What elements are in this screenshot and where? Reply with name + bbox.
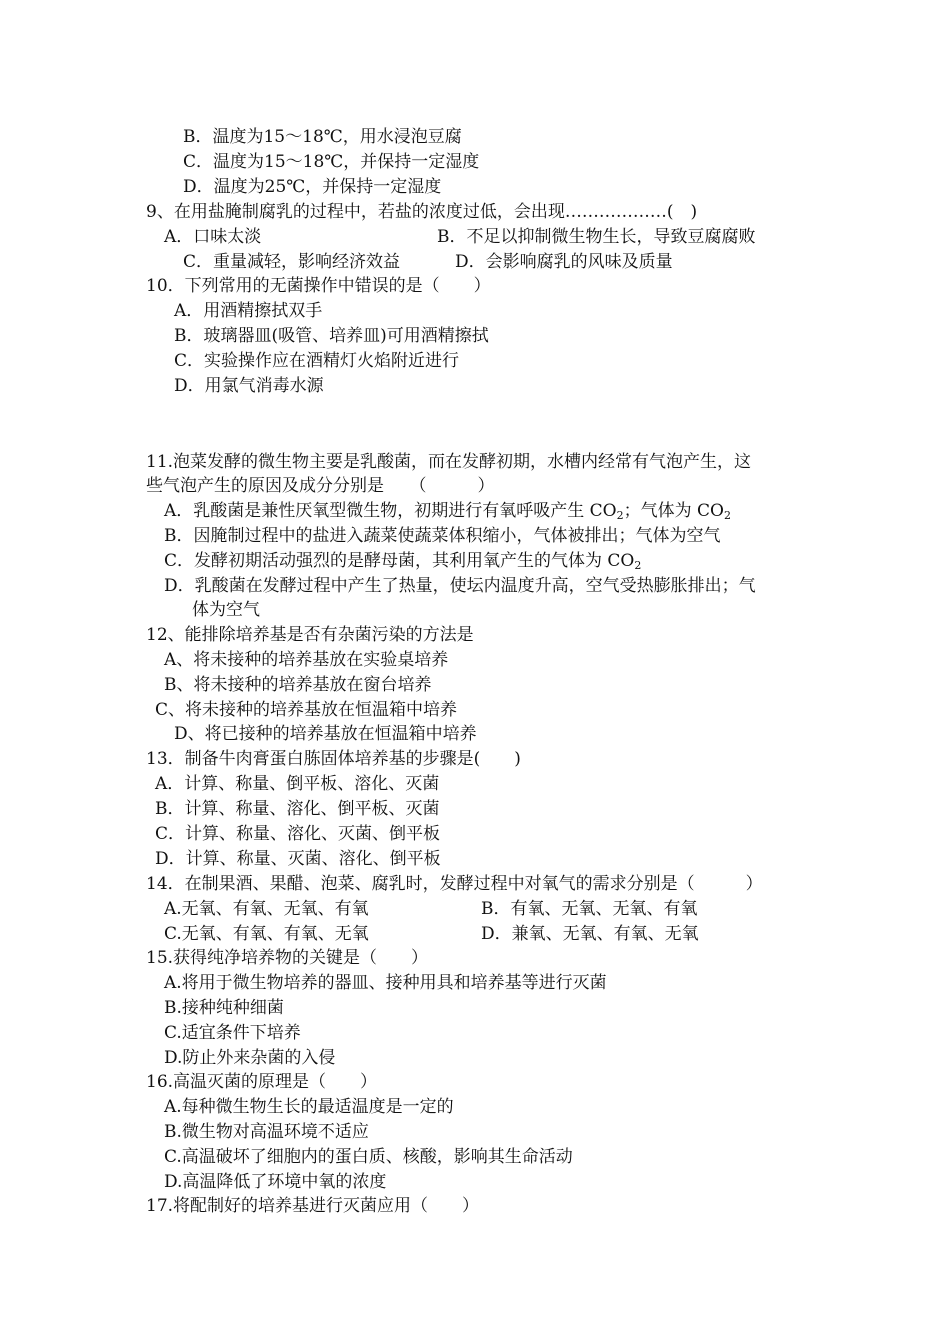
q13-option-d: D．计算、称量、灭菌、溶化、倒平板	[155, 849, 441, 869]
q15-option-d: D.防止外来杂菌的入侵	[164, 1048, 336, 1068]
q15-stem: 15.获得纯净培养物的关键是（ ）	[146, 948, 429, 968]
q11-option-d-line1: D．乳酸菌在发酵过程中产生了热量，使坛内温度升高，空气受热膨胀排出；气	[164, 576, 756, 596]
q11-stem-line2: 些气泡产生的原因及成分分别是 （ ）	[146, 476, 495, 496]
q11-option-b: B．因腌制过程中的盐进入蔬菜使蔬菜体积缩小，气体被排出；气体为空气	[164, 526, 721, 546]
q14-option-a: A.无氧、有氧、无氧、有氧	[164, 899, 369, 919]
q17-stem: 17.将配制好的培养基进行灭菌应用（ ）	[146, 1196, 480, 1216]
q16-option-a: A.每种微生物生长的最适温度是一定的	[164, 1097, 454, 1117]
q14-option-c: C.无氧、有氧、有氧、无氧	[164, 924, 369, 944]
q10-option-a: A．用酒精擦拭双手	[174, 301, 323, 321]
q10-option-d: D．用氯气消毒水源	[174, 376, 324, 396]
q12-option-c: C、将未接种的培养基放在恒温箱中培养	[155, 700, 458, 720]
q12-option-d: D、将已接种的培养基放在恒温箱中培养	[174, 724, 477, 744]
q15-option-b: B.接种纯种细菌	[164, 998, 284, 1018]
q9-stem: 9、在用盐腌制腐乳的过程中，若盐的浓度过低，会出现………………( )	[146, 202, 698, 222]
q16-option-b: B.微生物对高温环境不适应	[164, 1122, 369, 1142]
q15-option-a: A.将用于微生物培养的器皿、接种用具和培养基等进行灭菌	[164, 973, 607, 993]
q12-option-a: A、将未接种的培养基放在实验桌培养	[164, 650, 449, 670]
q11-option-c	[164, 550, 641, 574]
q13-option-c: C．计算、称量、溶化、灭菌、倒平板	[155, 824, 441, 844]
q11-option-a-text: A．乳酸菌是兼性厌氧型微生物，初期进行有氧呼吸产生 CO	[164, 501, 617, 521]
q11-option-a-sub1: 2	[616, 509, 624, 522]
q11-option-a-sub2: 2	[723, 509, 731, 522]
q13-option-b: B．计算、称量、溶化、倒平板、灭菌	[155, 799, 440, 819]
q8-option-b: B．温度为15～18℃，用水浸泡豆腐	[183, 127, 462, 147]
q14-option-d: D．兼氧、无氧、有氧、无氧	[481, 924, 699, 944]
q11-option-c-sub: 2	[634, 559, 642, 572]
q9-option-b: B．不足以抑制微生物生长，导致豆腐腐败	[437, 227, 756, 247]
q11-option-a	[164, 500, 731, 524]
q9-option-a: A．口味太淡	[164, 227, 262, 247]
q10-option-b: B．玻璃器皿(吸管、培养皿)可用酒精擦拭	[174, 326, 489, 346]
q10-option-c: C．实验操作应在酒精灯火焰附近进行	[174, 351, 460, 371]
q15-option-c: C.适宜条件下培养	[164, 1023, 301, 1043]
q13-stem: 13．制备牛肉膏蛋白胨固体培养基的步骤是( )	[146, 749, 521, 769]
q11-stem-line1: 11.泡菜发酵的微生物主要是乳酸菌，而在发酵初期，水槽内经常有气泡产生，这	[146, 452, 752, 472]
q11-option-c-text: C．发酵初期活动强烈的是酵母菌，其利用氧产生的气体为 CO	[164, 551, 635, 571]
q8-option-c: C．温度为15～18℃，并保持一定湿度	[183, 152, 480, 172]
q14-stem: 14．在制果酒、果醋、泡菜、腐乳时，发酵过程中对氧气的需求分别是（ ）	[146, 874, 763, 894]
q8-option-d: D．温度为25℃，并保持一定湿度	[183, 177, 442, 197]
q16-option-c: C.高温破坏了细胞内的蛋白质、核酸，影响其生命活动	[164, 1147, 573, 1167]
q9-option-d: D．会影响腐乳的风味及质量	[455, 252, 673, 272]
q13-option-a: A．计算、称量、倒平板、溶化、灭菌	[155, 774, 440, 794]
q16-option-d: D.高温降低了环境中氧的浓度	[164, 1172, 387, 1192]
q11-option-d-line2: 体为空气	[192, 600, 260, 620]
q12-stem: 12、能排除培养基是否有杂菌污染的方法是	[146, 625, 474, 645]
q16-stem: 16.高温灭菌的原理是（ ）	[146, 1072, 378, 1092]
q12-option-b: B、将未接种的培养基放在窗台培养	[164, 675, 432, 695]
q10-stem: 10．下列常用的无菌操作中错误的是（ ）	[146, 276, 491, 296]
q11-option-a-text2: ；气体为 CO	[623, 501, 724, 521]
q9-option-c: C．重量减轻，影响经济效益	[183, 252, 401, 272]
q14-option-b: B．有氧、无氧、无氧、有氧	[481, 899, 698, 919]
